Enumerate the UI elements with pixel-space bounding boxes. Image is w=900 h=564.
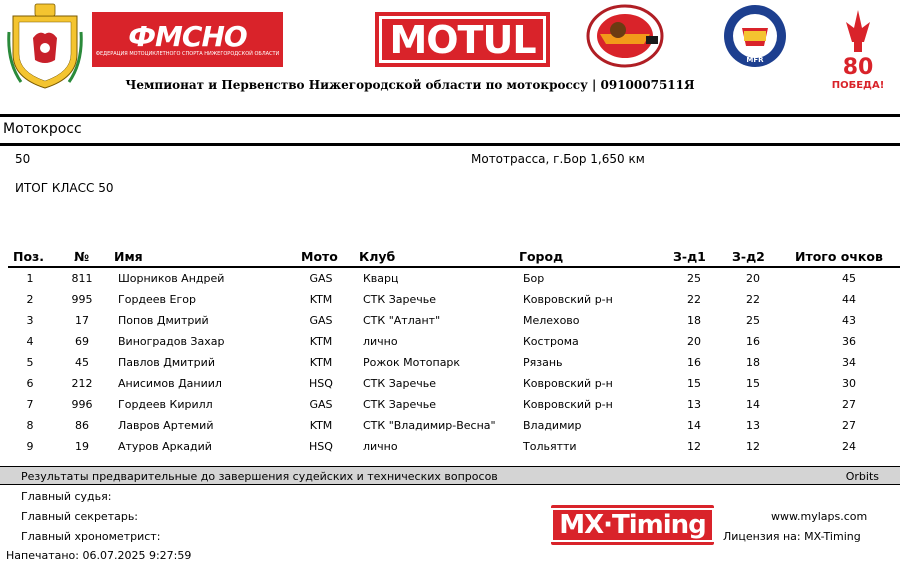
- cell-moto: KTM: [309, 419, 333, 432]
- cell-race-1: 20: [687, 335, 701, 348]
- mylaps-website-link[interactable]: www.mylaps.com: [771, 510, 868, 523]
- cell-club: СТК Заречье: [363, 377, 436, 390]
- cell-total: 30: [842, 377, 856, 390]
- motul-logo: [375, 12, 550, 67]
- cell-position: 6: [26, 377, 34, 390]
- results-table-header: [0, 249, 900, 267]
- divider-sport: [0, 143, 900, 146]
- fmsno-logo: [92, 12, 283, 67]
- cell-race-2: 22: [746, 293, 760, 306]
- cell-name: Лавров Артемий: [118, 419, 214, 432]
- header-city: Город: [519, 249, 564, 264]
- cell-city: Бор: [523, 272, 545, 285]
- cell-moto: KTM: [309, 293, 333, 306]
- cell-name: Гордеев Кирилл: [118, 398, 213, 411]
- cell-race-2: 18: [746, 356, 760, 369]
- cell-club: лично: [363, 440, 398, 453]
- championship-title: Чемпионат и Первенство Нижегородской области по мотокроссу | 0910007511Я: [125, 78, 695, 92]
- cell-race-2: 13: [746, 419, 760, 432]
- cell-number: 45: [75, 356, 89, 369]
- cell-position: 9: [26, 440, 34, 453]
- class-label: 50: [15, 152, 31, 166]
- cell-number: 17: [75, 314, 89, 327]
- mfr-logo-text: MFR: [746, 56, 764, 64]
- cell-total: 36: [842, 335, 856, 348]
- header-race-2: З-д2: [732, 249, 765, 264]
- header-total: Итого очков: [795, 249, 883, 264]
- cell-race-1: 16: [687, 356, 701, 369]
- cell-moto: KTM: [309, 335, 333, 348]
- chief-timekeeper-label: Главный хронометрист:: [21, 530, 161, 543]
- cell-position: 8: [26, 419, 34, 432]
- cell-name: Атуров Аркадий: [118, 440, 212, 453]
- cell-name: Шорников Андрей: [118, 272, 225, 285]
- cell-city: Ковровский р-н: [523, 293, 613, 306]
- cell-club: СТК Заречье: [363, 398, 436, 411]
- cell-race-2: 15: [746, 377, 760, 390]
- table-row: [0, 310, 900, 331]
- cell-position: 4: [26, 335, 34, 348]
- cell-number: 69: [75, 335, 89, 348]
- cell-race-2: 20: [746, 272, 760, 285]
- fmsno-logo-text: ФМСНО: [128, 19, 247, 53]
- divider-top: [0, 114, 900, 117]
- cell-moto: GAS: [309, 314, 333, 327]
- cell-moto: KTM: [309, 356, 333, 369]
- chief-judge-label: Главный судья:: [21, 490, 112, 503]
- cell-race-1: 22: [687, 293, 701, 306]
- cell-race-1: 18: [687, 314, 701, 327]
- table-row: [0, 289, 900, 310]
- cell-total: 24: [842, 440, 856, 453]
- cell-position: 5: [26, 356, 34, 369]
- cell-total: 34: [842, 356, 856, 369]
- cell-moto: GAS: [309, 272, 333, 285]
- cell-city: Кострома: [523, 335, 579, 348]
- cell-city: Мелехово: [523, 314, 580, 327]
- license-label: Лицензия на: MX-Timing: [723, 530, 861, 543]
- cell-race-2: 12: [746, 440, 760, 453]
- cell-club: Кварц: [363, 272, 399, 285]
- table-row: [0, 352, 900, 373]
- motul-logo-text: MOTUL: [382, 19, 543, 60]
- cell-race-1: 12: [687, 440, 701, 453]
- cell-race-2: 25: [746, 314, 760, 327]
- header-race-1: З-д1: [673, 249, 706, 264]
- cell-race-1: 25: [687, 272, 701, 285]
- cell-club: Рожок Мотопарк: [363, 356, 461, 369]
- header-club: Клуб: [359, 249, 396, 264]
- cell-name: Гордеев Егор: [118, 293, 196, 306]
- victory-80-logo: [828, 8, 888, 92]
- mfr-logo: [722, 4, 788, 68]
- cell-moto: GAS: [309, 398, 333, 411]
- cell-club: лично: [363, 335, 398, 348]
- table-row: [0, 268, 900, 289]
- track-info: Мототрасса, г.Бор 1,650 км: [471, 152, 645, 166]
- cell-race-1: 14: [687, 419, 701, 432]
- cell-race-2: 16: [746, 335, 760, 348]
- cell-race-1: 13: [687, 398, 701, 411]
- cell-number: 995: [71, 293, 93, 306]
- cell-number: 86: [75, 419, 89, 432]
- cell-total: 27: [842, 419, 856, 432]
- cell-number: 212: [71, 377, 93, 390]
- cell-name: Попов Дмитрий: [118, 314, 209, 327]
- svg-text:80: 80: [842, 55, 874, 80]
- cell-number: 996: [71, 398, 93, 411]
- coat-of-arms-logo: [7, 2, 83, 90]
- table-row: [0, 331, 900, 352]
- cell-position: 2: [26, 293, 34, 306]
- header-position: Поз.: [13, 249, 45, 264]
- preliminary-notice-bar: [0, 466, 900, 485]
- cell-city: Ковровский р-н: [523, 377, 613, 390]
- orbits-label: Orbits: [845, 470, 879, 483]
- result-title: ИТОГ КЛАСС 50: [15, 181, 114, 195]
- cell-total: 27: [842, 398, 856, 411]
- cell-city: Рязань: [523, 356, 563, 369]
- header-number: №: [74, 249, 90, 264]
- cell-total: 43: [842, 314, 856, 327]
- cell-position: 1: [26, 272, 34, 285]
- cell-city: Ковровский р-н: [523, 398, 613, 411]
- mx-timing-logo: [551, 505, 714, 545]
- club-emblem-logo: [586, 4, 664, 68]
- cell-number: 811: [71, 272, 93, 285]
- cell-total: 45: [842, 272, 856, 285]
- chief-secretary-label: Главный секретарь:: [21, 510, 139, 523]
- cell-city: Владимир: [523, 419, 582, 432]
- cell-race-2: 14: [746, 398, 760, 411]
- preliminary-notice-text: Результаты предварительные до завершения судейских и технических вопросов: [21, 470, 498, 483]
- cell-moto: HSQ: [309, 440, 333, 453]
- cell-name: Виноградов Захар: [118, 335, 225, 348]
- cell-number: 19: [75, 440, 89, 453]
- cell-city: Тольятти: [523, 440, 577, 453]
- cell-club: СТК "Владимир-Весна": [363, 419, 496, 432]
- cell-club: СТК Заречье: [363, 293, 436, 306]
- cell-total: 44: [842, 293, 856, 306]
- cell-race-1: 15: [687, 377, 701, 390]
- printed-timestamp: Напечатано: 06.07.2025 9:27:59: [6, 549, 192, 562]
- cell-moto: HSQ: [309, 377, 333, 390]
- table-row: [0, 394, 900, 415]
- sport-name: Мотокросс: [3, 121, 82, 137]
- cell-name: Павлов Дмитрий: [118, 356, 215, 369]
- mx-timing-logo-text: MX·Timing: [551, 508, 714, 542]
- cell-position: 3: [26, 314, 34, 327]
- fmsno-logo-subtext: ФЕДЕРАЦИЯ МОТОЦИКЛЕТНОГО СПОРТА НИЖЕГОРОДСКОЙ ОБЛАСТИ: [95, 50, 280, 57]
- table-row: [0, 415, 900, 436]
- table-row: [0, 436, 900, 457]
- cell-position: 7: [26, 398, 34, 411]
- cell-name: Анисимов Даниил: [118, 377, 222, 390]
- cell-club: СТК "Атлант": [363, 314, 441, 327]
- svg-text:ПОБЕДА!: ПОБЕДА!: [831, 80, 885, 91]
- header-name: Имя: [114, 249, 143, 264]
- header-moto: Мото: [301, 249, 338, 264]
- table-row: [0, 373, 900, 394]
